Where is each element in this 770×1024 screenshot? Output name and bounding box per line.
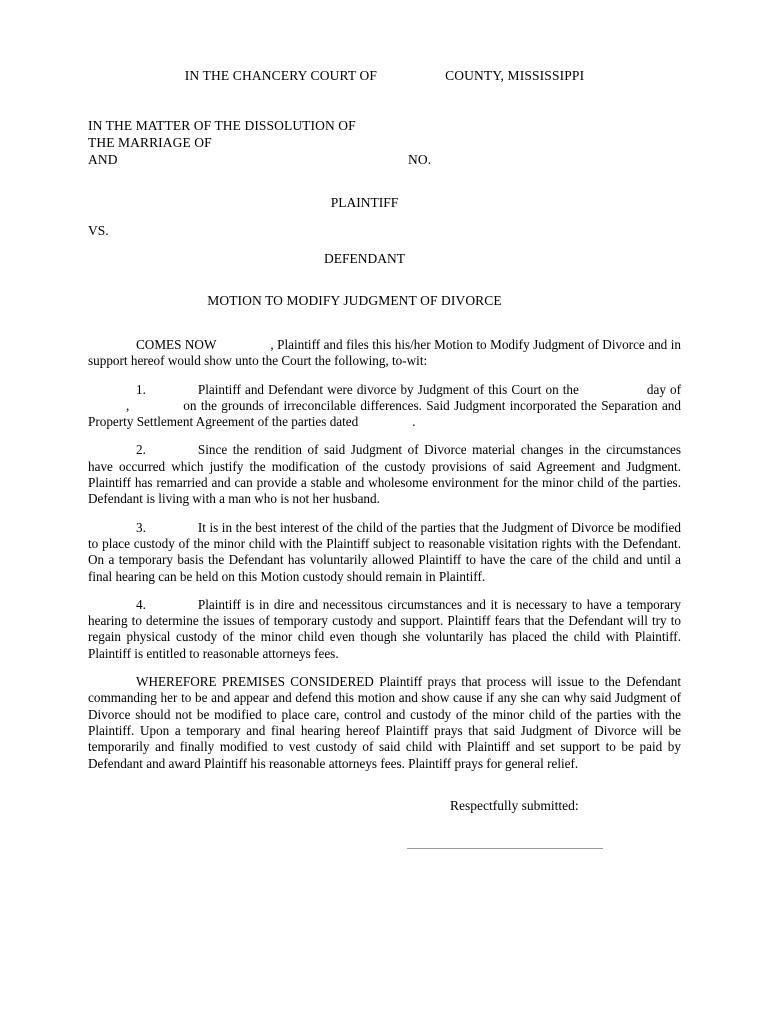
paragraph-1-text-a: Plaintiff and Defendant were divorce by Judgment of this Court on the <box>197 381 579 397</box>
paragraph-4-text: Plaintiff is in dire and necessitous circumstances and it is necessary to have a temporary hearing to determine the issues of temporary custody and support. Plaintiff fears that the Defendant will try to regain physical custody of the minor child even though she voluntarily has placed the child with Plaintiff. Plaintiff is entitled to reasonable attorneys fees. <box>88 596 681 661</box>
paragraph-2-number: 2. <box>136 442 146 458</box>
wherefore-lead: WHEREFORE PREMISES CONSIDERED <box>136 674 374 690</box>
motion-title: MOTION TO MODIFY JUDGMENT OF DIVORCE <box>207 293 502 308</box>
caption-line-3-row <box>88 151 681 168</box>
party-label-defendant: DEFENDANT <box>324 251 405 266</box>
comes-now-rest: , Plaintiff and files this his/her Motion to Modify Judgment of Divorce and in support hereof would show unto the Court the following, to-wit: <box>88 337 681 369</box>
paragraph-3-text: It is in the best interest of the child of the parties that the Judgment of Divorce be modified to place custody of the minor child with the Plaintiff subject to reasonable visitation rights with the Defendant. On a temporary basis the Defendant has voluntarily allowed Plaintiff to have the care of the child and until a final hearing can be held on this Motion custody should remain in Plaintiff. <box>88 519 681 584</box>
paragraph-intro <box>88 337 681 370</box>
party-label-plaintiff: PLAINTIFF <box>330 195 399 210</box>
caption-line-3: AND <box>88 152 118 167</box>
caption-line-2: THE MARRIAGE OF <box>88 135 212 150</box>
paragraph-2-text: Since the rendition of said Judgment of Divorce material changes in the circumstances have occurred which justify the modification of the custody provisions of said Agreement and Judgment. Plaintiff has remarried and can provide a stable and wholesome environment for the minor child of the parties. Defendant is living with a man who is not her husband. <box>88 442 681 507</box>
paragraph-wherefore <box>88 674 681 772</box>
document-body <box>88 337 681 772</box>
court-title <box>88 68 681 84</box>
caption-line-1: IN THE MATTER OF THE DISSOLUTION OF <box>88 118 356 133</box>
document-content <box>88 0 681 849</box>
court-title-suffix: COUNTY, MISSISSIPPI <box>445 68 585 83</box>
wherefore-rest: Plaintiff prays that process will issue to the Defendant commanding her to be and appear and defend this motion and show cause if any she can why said Judgment of Divorce should not be modified to place care, control and custody of the minor child of the parties with the Plaintiff. Upon a temporary and final hearing hereof Plaintiff prays that said Judgment of Divorce will be temporarily and finally modified to vest custody of said child with Plaintiff and set support to be paid by Defendant and award Plaintiff his reasonable attorneys fees. Plaintiff prays for general relief. <box>88 674 681 771</box>
case-number-label: NO. <box>408 152 432 167</box>
paragraph-1-number: 1. <box>136 381 146 397</box>
comes-now-lead: COMES NOW <box>136 337 217 352</box>
paragraph-1-text-b: day of <box>646 381 681 397</box>
court-title-prefix: IN THE CHANCERY COURT OF <box>184 68 378 83</box>
paragraph-3-number: 3. <box>136 519 146 535</box>
paragraph-1-text-c: , <box>126 397 130 413</box>
signature-line-wrap <box>88 848 681 849</box>
versus-label: VS. <box>88 223 109 238</box>
paragraph-4 <box>88 597 681 662</box>
respectfully-submitted: Respectfully submitted: <box>450 797 579 813</box>
paragraph-1-text-e: . <box>412 414 416 430</box>
paragraph-3 <box>88 520 681 585</box>
case-caption <box>88 117 681 168</box>
paragraph-1-text-d: on the grounds of irreconcilable differences. Said Judgment incorporated the Separation and Property Settlement Agreement of the parties dated <box>88 397 681 430</box>
paragraph-4-number: 4. <box>136 596 146 612</box>
signature-line[interactable] <box>407 848 603 849</box>
paragraph-1 <box>88 382 681 431</box>
paragraph-2 <box>88 442 681 507</box>
